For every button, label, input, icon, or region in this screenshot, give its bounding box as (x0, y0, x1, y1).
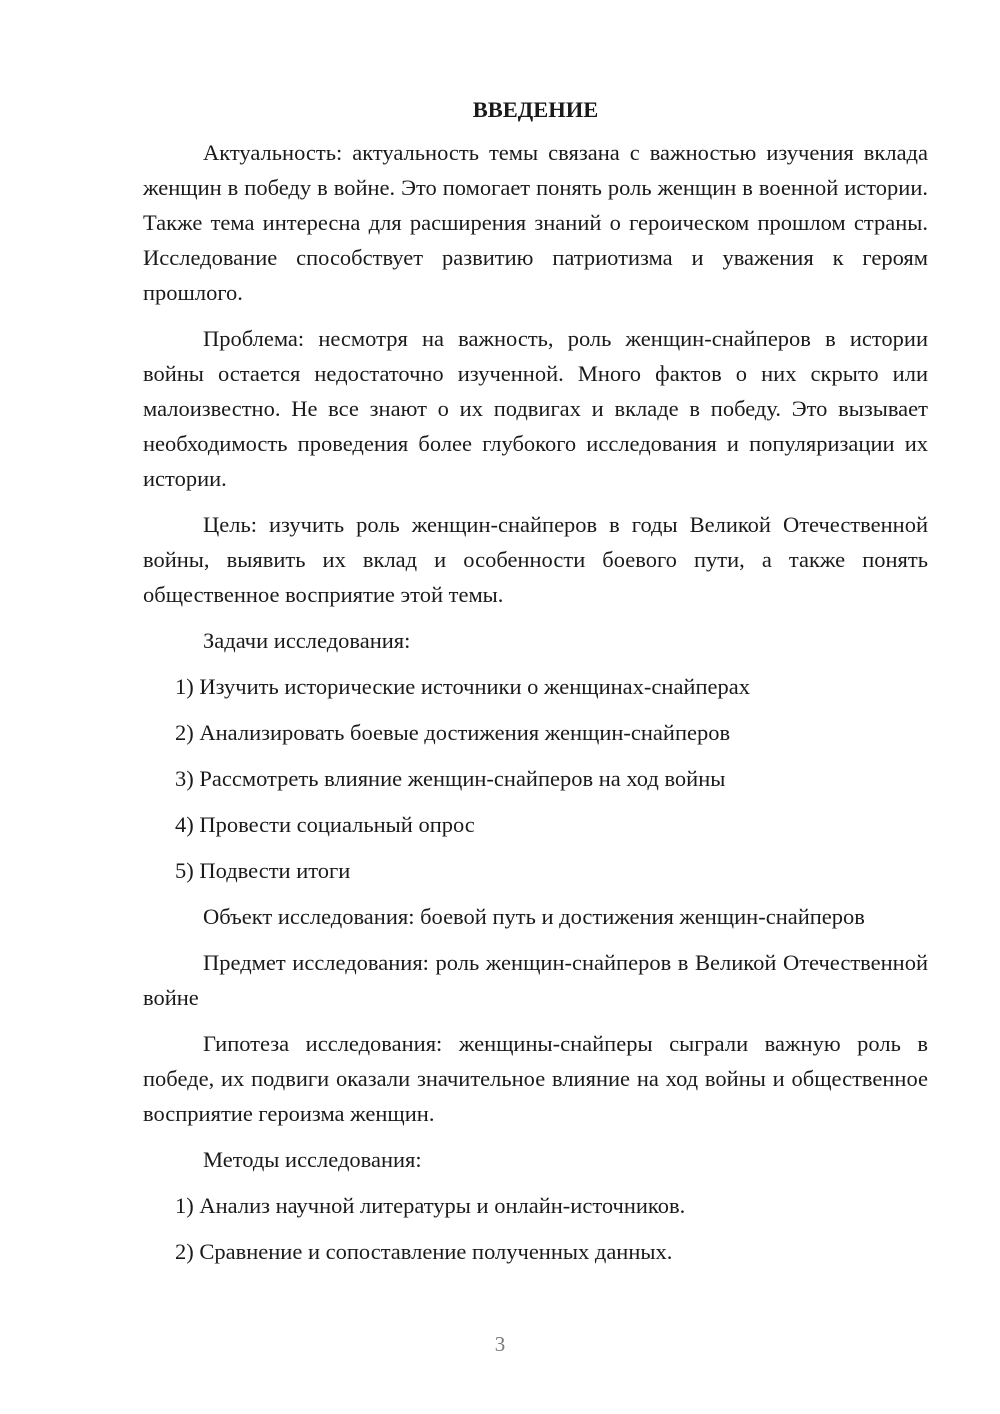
methods-list (143, 1188, 928, 1269)
page-title: ВВЕДЕНИЕ (472, 97, 599, 122)
task-item: 2) Анализировать боевые достижения женщин-снайперов (175, 720, 731, 745)
task-item: 1) Изучить исторические источники о женщинах-снайперах (175, 674, 750, 699)
tasks-list (143, 669, 928, 888)
task-item: 3) Рассмотреть влияние женщин-снайперов на ход войны (175, 766, 726, 791)
page-number: 3 (494, 1332, 506, 1356)
task-item: 5) Подвести итоги (175, 858, 351, 883)
task-item: 4) Провести социальный опрос (175, 812, 475, 837)
tasks-heading: Задачи исследования: (203, 628, 411, 653)
relevance-paragraph: Актуальность: актуальность темы связана с важностью изучения вклада женщин в победу в войне. Это помогает понять роль женщин в военной истории. Также тема интересна для расширения знаний о героическом прошлом страны. Исследование способствует развитию патриотизма и уважения к героям прошлого. (143, 140, 928, 305)
method-item: 2) Сравнение и сопоставление полученных данных. (175, 1239, 673, 1264)
goal-paragraph: Цель: изучить роль женщин-снайперов в годы Великой Отечественной войны, выявить их вклад и особенности боевого пути, а также понять общественное восприятие этой темы. (143, 512, 928, 607)
methods-heading: Методы исследования: (203, 1147, 422, 1172)
document-page (143, 90, 928, 1280)
problem-paragraph: Проблема: несмотря на важность, роль женщин-снайперов в истории войны остается недостаточно изученной. Много фактов о них скрыто или малоизвестно. Не все знают о их подвигах и вкладе в победу. Это вызывает необходимость проведения более глубокого исследования и популяризации их истории. (143, 326, 928, 491)
object-paragraph: Объект исследования: боевой путь и достижения женщин-снайперов (203, 904, 865, 929)
method-item: 1) Анализ научной литературы и онлайн-источников. (175, 1193, 686, 1218)
subject-paragraph: Предмет исследования: роль женщин-снайперов в Великой Отечественной войне (143, 950, 928, 1010)
hypothesis-paragraph: Гипотеза исследования: женщины-снайперы сыграли важную роль в победе, их подвиги оказали значительное влияние на ход войны и общественное восприятие героизма женщин. (143, 1031, 928, 1126)
